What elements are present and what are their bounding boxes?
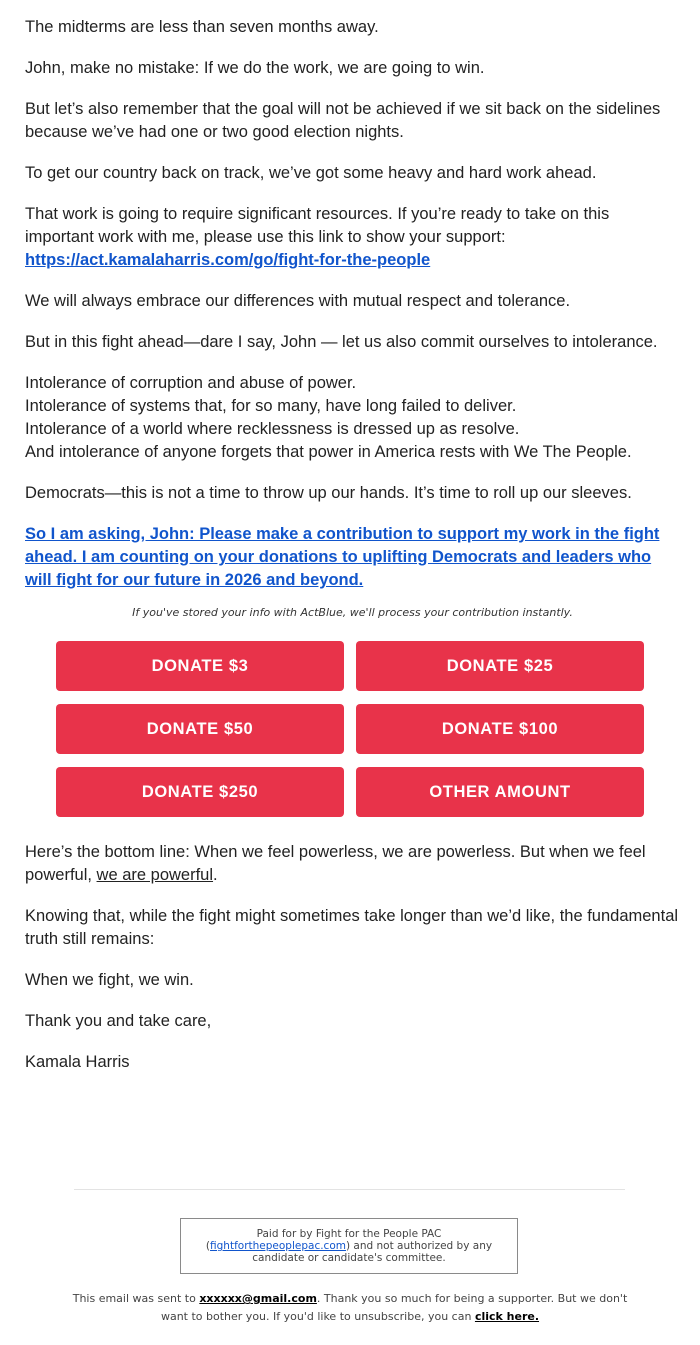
- pac-website-link[interactable]: fightforthepeoplepac.com: [210, 1240, 346, 1252]
- footer-middle: . Thank you so much for being a supporter. But we don't want to bother you. If you'd like to unsubscribe, you can: [160, 1292, 628, 1323]
- footer-prefix: This email was sent to: [72, 1292, 200, 1305]
- support-link[interactable]: https://act.kamalaharris.com/go/fight-for-the-people: [25, 251, 431, 269]
- signature: Kamala Harris: [25, 1053, 130, 1071]
- footer-divider: [74, 1189, 625, 1190]
- email-footer: [70, 1290, 630, 1326]
- donate-25-button[interactable]: DONATE $25: [356, 641, 644, 691]
- donate-100-button[interactable]: DONATE $100: [356, 704, 644, 754]
- paragraph-bottom-line: [25, 841, 680, 887]
- paragraph-sidelines: But let’s also remember that the goal will not be achieved if we sit back on the sidelines because we’ve had one or two good election nights.: [25, 100, 661, 141]
- disclaimer-rest: ) and not authorized by any candidate or candidate's committee.: [252, 1240, 493, 1264]
- disclaimer-line1: Paid for by Fight for the People PAC: [256, 1228, 442, 1240]
- intolerance-line: Intolerance of a world where recklessness is dressed up as resolve.: [25, 420, 520, 438]
- bottom-line-text: Here’s the bottom line: When we feel powerless, we are powerless. But when we feel powerful,: [25, 843, 646, 884]
- donate-50-button[interactable]: DONATE $50: [56, 704, 344, 754]
- intolerance-line: Intolerance of systems that, for so many, have long failed to deliver.: [25, 397, 517, 415]
- paragraph-we-win: When we fight, we win.: [25, 971, 194, 989]
- paragraph-no-mistake: John, make no mistake: If we do the work, we are going to win.: [25, 59, 485, 77]
- bottom-line-underlined: we are powerful: [96, 866, 214, 884]
- donate-button-grid: [56, 641, 680, 817]
- donate-3-button[interactable]: DONATE $3: [56, 641, 344, 691]
- actblue-note: If you've stored your info with ActBlue, we'll process your contribution instantly.: [132, 606, 573, 619]
- paragraph-intolerance-intro: But in this fight ahead—dare I say, John — let us also commit ourselves to intolerance.: [25, 333, 658, 351]
- bottom-line-end: .: [213, 866, 218, 884]
- paragraph-fundamental-truth: Knowing that, while the fight might sometimes take longer than we’d like, the fundamental truth still remains:: [25, 907, 679, 948]
- paragraph-thank-you: Thank you and take care,: [25, 1012, 212, 1030]
- other-amount-button[interactable]: OTHER AMOUNT: [356, 767, 644, 817]
- support-text: That work is going to require significant resources. If you’re ready to take on this important work with me, please use this link to show your support:: [25, 205, 610, 246]
- donate-250-button[interactable]: DONATE $250: [56, 767, 344, 817]
- intolerance-line: And intolerance of anyone forgets that power in America rests with We The People.: [25, 443, 632, 461]
- intolerance-line: Intolerance of corruption and abuse of power.: [25, 374, 357, 392]
- paragraph-sleeves: Democrats—this is not a time to throw up our hands. It’s time to roll up our sleeves.: [25, 484, 632, 502]
- contribution-ask-link[interactable]: So I am asking, John: Please make a contribution to support my work in the fight ahead. I am counting on your donations to uplifting Democrats and leaders who will fight for our future in 2026 and beyond.: [25, 525, 660, 589]
- paid-for-disclaimer: [180, 1218, 518, 1274]
- paragraph-support: [25, 203, 680, 272]
- unsubscribe-link[interactable]: click here.: [474, 1310, 540, 1323]
- paragraph-hard-work: To get our country back on track, we’ve got some heavy and hard work ahead.: [25, 164, 597, 182]
- disclaimer-line2: [201, 1240, 497, 1264]
- paragraph-midterms: The midterms are less than seven months away.: [25, 18, 379, 36]
- paragraph-respect: We will always embrace our differences with mutual respect and tolerance.: [25, 292, 571, 310]
- disclaimer-open-paren: (: [205, 1240, 211, 1252]
- recipient-email: xxxxxx@gmail.com: [199, 1292, 317, 1305]
- intolerance-list: [25, 372, 680, 464]
- email-body: [25, 16, 680, 1092]
